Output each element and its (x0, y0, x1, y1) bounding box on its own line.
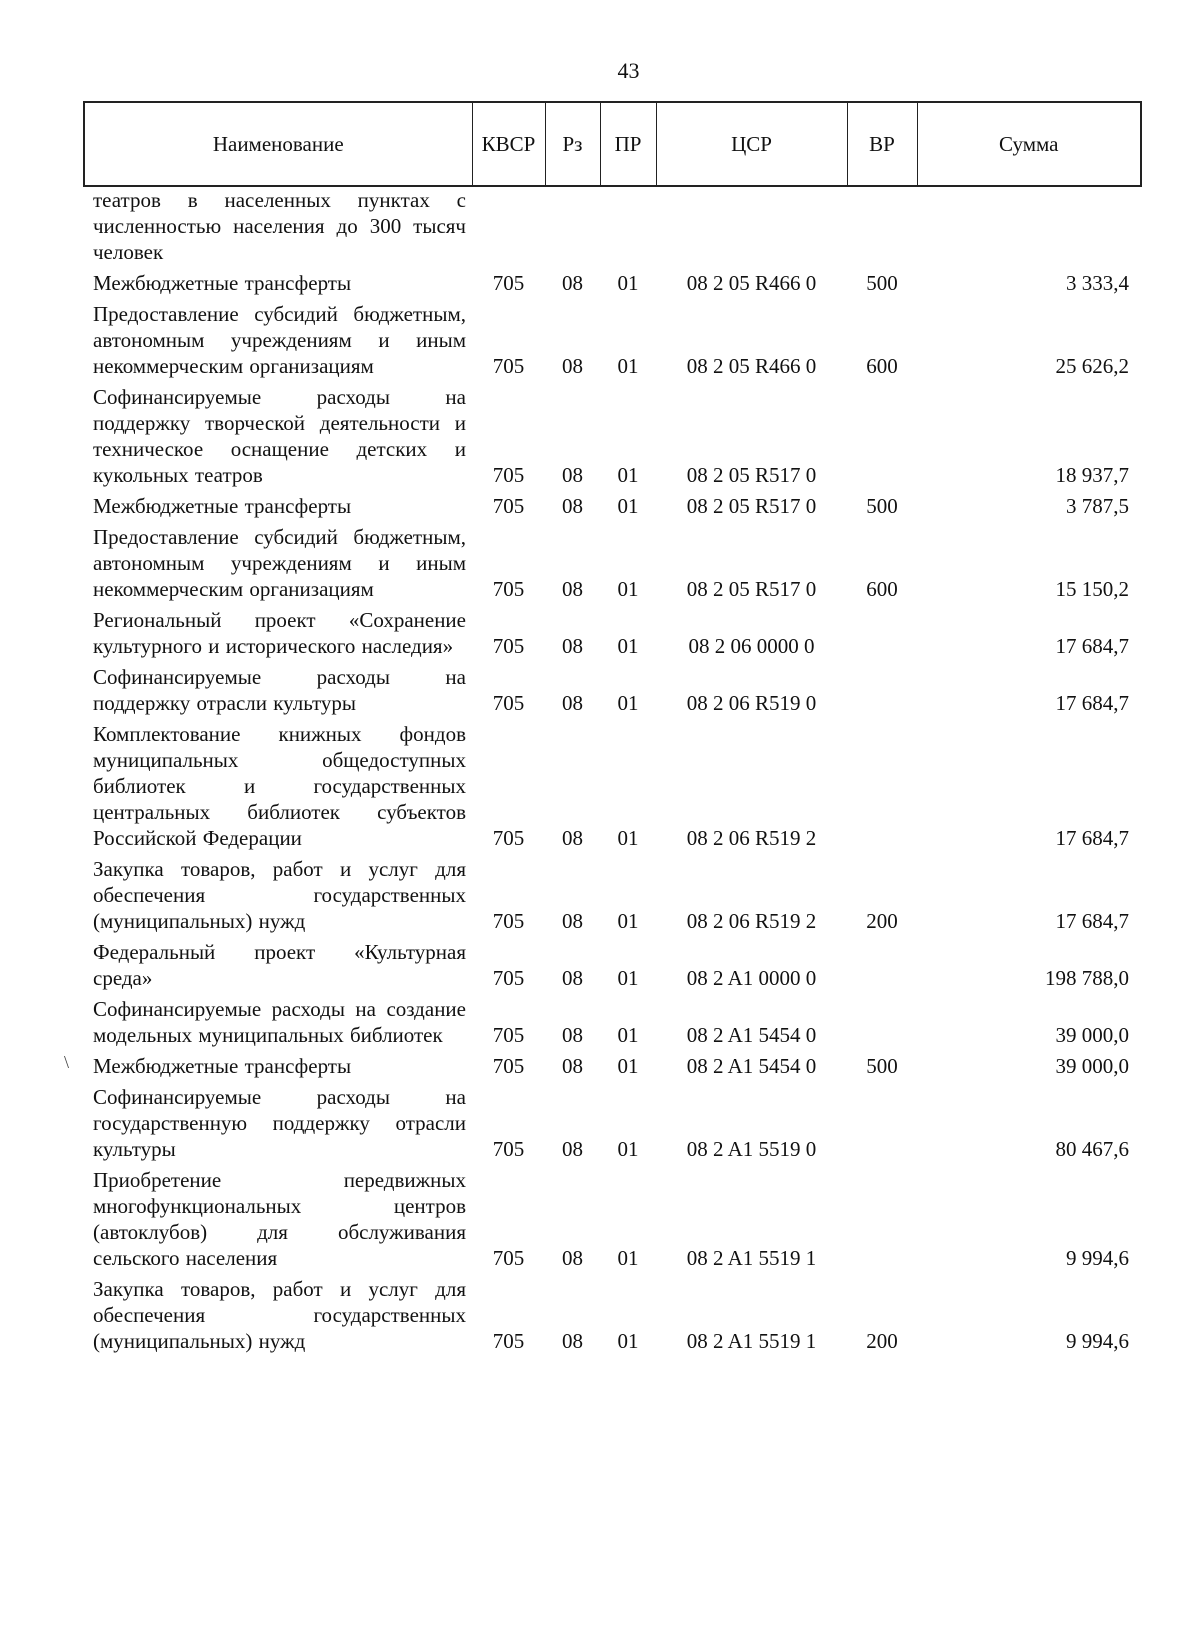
cell-kvsr: 705 (492, 494, 525, 518)
cell-pr: 01 (617, 271, 639, 295)
cell-sum: 17 684,7 (1055, 634, 1129, 658)
cell-pr (600, 186, 656, 270)
table-row (84, 996, 1141, 1053)
header-rz: Рз (545, 102, 600, 186)
cell-kvsr: 705 (492, 691, 525, 715)
header-kvsr: КВСР (472, 102, 545, 186)
table-row (84, 384, 1141, 493)
header-vr: ВР (847, 102, 917, 186)
cell-vr: 500 (866, 494, 898, 518)
cell-rz: 08 (562, 463, 583, 487)
cell-rz: 08 (562, 1329, 583, 1353)
cell-pr: 01 (617, 463, 639, 487)
cell-vr (847, 607, 917, 664)
cell-sum: 17 684,7 (1055, 691, 1129, 715)
cell-vr (847, 384, 917, 493)
cell-sum: 39 000,0 (1055, 1054, 1129, 1078)
cell-pr: 01 (617, 1054, 639, 1078)
cell-pr: 01 (617, 1137, 639, 1161)
cell-sum: 18 937,7 (1055, 463, 1129, 487)
cell-vr (847, 721, 917, 856)
cell-rz (545, 186, 600, 270)
cell-csr: 08 2 05 R517 0 (686, 463, 817, 487)
cell-kvsr: 705 (492, 634, 525, 658)
cell-kvsr: 705 (492, 271, 525, 295)
table-row (84, 856, 1141, 939)
cell-sum: 39 000,0 (1055, 1023, 1129, 1047)
cell-vr: 200 (866, 1329, 898, 1353)
table-row (84, 524, 1141, 607)
cell-kvsr: 705 (492, 577, 525, 601)
cell-rz: 08 (562, 577, 583, 601)
cell-kvsr (472, 186, 545, 270)
cell-kvsr: 705 (492, 1329, 525, 1353)
cell-vr (847, 996, 917, 1053)
table-row (84, 186, 1141, 270)
cell-pr: 01 (617, 634, 639, 658)
cell-kvsr: 705 (492, 354, 525, 378)
cell-rz: 08 (562, 691, 583, 715)
table-row (84, 721, 1141, 856)
cell-name: Региональный проект «Сохранение культурного и исторического наследия» (93, 608, 466, 658)
table-row (84, 1053, 1141, 1084)
cell-rz: 08 (562, 1246, 583, 1270)
cell-kvsr: 705 (492, 966, 525, 990)
table-row (84, 493, 1141, 524)
cell-vr (847, 1084, 917, 1167)
cell-sum: 17 684,7 (1055, 826, 1129, 850)
table-row (84, 1084, 1141, 1167)
cell-name: Закупка товаров, работ и услуг для обеспечения государственных (муниципальных) нужд (93, 857, 466, 933)
cell-pr: 01 (617, 909, 639, 933)
cell-csr: 08 2 05 R466 0 (686, 271, 817, 295)
cell-pr: 01 (617, 1329, 639, 1353)
cell-pr: 01 (617, 354, 639, 378)
cell-rz: 08 (562, 354, 583, 378)
cell-rz: 08 (562, 634, 583, 658)
table-header (84, 102, 1141, 186)
cell-csr: 08 2 06 R519 2 (686, 909, 817, 933)
cell-rz: 08 (562, 826, 583, 850)
cell-name: театров в населенных пунктах с численностью населения до 300 тысяч человек (93, 188, 466, 264)
cell-kvsr: 705 (492, 826, 525, 850)
table-body (84, 186, 1141, 1359)
budget-table (83, 101, 1142, 1359)
cell-pr: 01 (617, 826, 639, 850)
cell-name: Межбюджетные трансферты (93, 1054, 352, 1078)
header-sum: Сумма (917, 102, 1141, 186)
cell-sum: 9 994,6 (1066, 1246, 1129, 1270)
cell-kvsr: 705 (492, 1246, 525, 1270)
cell-kvsr: 705 (492, 463, 525, 487)
cell-vr (847, 664, 917, 721)
header-pr: ПР (600, 102, 656, 186)
cell-sum: 3 333,4 (1066, 271, 1129, 295)
cell-rz: 08 (562, 494, 583, 518)
cell-rz: 08 (562, 271, 583, 295)
cell-kvsr: 705 (492, 909, 525, 933)
table-row (84, 1276, 1141, 1359)
cell-vr: 500 (866, 271, 898, 295)
cell-sum (917, 186, 1141, 270)
cell-csr: 08 2 06 0000 0 (688, 634, 815, 658)
cell-vr (847, 939, 917, 996)
cell-vr: 600 (866, 577, 898, 601)
cell-sum: 17 684,7 (1055, 909, 1129, 933)
table-row (84, 939, 1141, 996)
table-row (84, 270, 1141, 301)
cell-csr: 08 2 A1 5519 1 (686, 1329, 817, 1353)
cell-csr: 08 2 A1 5519 1 (686, 1246, 817, 1270)
header-csr: ЦСР (656, 102, 847, 186)
cell-csr: 08 2 06 R519 2 (686, 826, 817, 850)
cell-sum: 198 788,0 (1045, 966, 1129, 990)
cell-pr: 01 (617, 1023, 639, 1047)
cell-sum: 3 787,5 (1066, 494, 1129, 518)
cell-csr: 08 2 05 R517 0 (686, 577, 817, 601)
cell-vr: 500 (866, 1054, 898, 1078)
cell-name: Софинансируемые расходы на поддержку отрасли культуры (93, 665, 466, 715)
cell-name: Предоставление субсидий бюджетным, автономным учреждениям и иным некоммерческим организациям (93, 302, 466, 378)
cell-sum: 9 994,6 (1066, 1329, 1129, 1353)
cell-rz: 08 (562, 966, 583, 990)
cell-pr: 01 (617, 691, 639, 715)
table-row (84, 301, 1141, 384)
cell-csr: 08 2 A1 5454 0 (686, 1023, 817, 1047)
table-row (84, 664, 1141, 721)
cell-csr (656, 186, 847, 270)
cell-csr: 08 2 05 R517 0 (686, 494, 817, 518)
cell-vr: 200 (866, 909, 898, 933)
cell-csr: 08 2 05 R466 0 (686, 354, 817, 378)
cell-pr: 01 (617, 494, 639, 518)
cell-name: Комплектование книжных фондов муниципальных общедоступных библиотек и государственных центральных библиотек субъектов Российской Федерации (93, 722, 466, 850)
cell-rz: 08 (562, 1137, 583, 1161)
cell-csr: 08 2 A1 5454 0 (686, 1054, 817, 1078)
cell-name: Софинансируемые расходы на создание модельных муниципальных библиотек (93, 997, 466, 1047)
cell-vr: 600 (866, 354, 898, 378)
cell-name: Закупка товаров, работ и услуг для обеспечения государственных (муниципальных) нужд (93, 1277, 466, 1353)
cell-csr: 08 2 06 R519 0 (686, 691, 817, 715)
table-row (84, 1167, 1141, 1276)
header-name: Наименование (84, 102, 472, 186)
cell-name: Софинансируемые расходы на государственную поддержку отрасли культуры (93, 1085, 466, 1161)
cell-vr (847, 186, 917, 270)
table-row (84, 607, 1141, 664)
cell-name: Межбюджетные трансферты (93, 494, 352, 518)
cell-name: Предоставление субсидий бюджетным, автономным учреждениям и иным некоммерческим организациям (93, 525, 466, 601)
cell-csr: 08 2 A1 0000 0 (686, 966, 817, 990)
cell-kvsr: 705 (492, 1023, 525, 1047)
page-number: 43 (617, 58, 640, 83)
cell-kvsr: 705 (492, 1054, 525, 1078)
cell-rz: 08 (562, 1054, 583, 1078)
cell-name: Приобретение передвижных многофункциональных центров (автоклубов) для обслуживания сельского населения (93, 1168, 466, 1270)
cell-kvsr: 705 (492, 1137, 525, 1161)
cell-sum: 80 467,6 (1055, 1137, 1129, 1161)
cell-rz: 08 (562, 909, 583, 933)
cell-pr: 01 (617, 966, 639, 990)
cell-name: Федеральный проект «Культурная среда» (93, 940, 466, 990)
cell-rz: 08 (562, 1023, 583, 1047)
cell-csr: 08 2 A1 5519 0 (686, 1137, 817, 1161)
cell-vr (847, 1167, 917, 1276)
cell-sum: 25 626,2 (1055, 354, 1129, 378)
cell-name: Софинансируемые расходы на поддержку творческой деятельности и техническое оснащение детских и кукольных театров (93, 385, 466, 487)
scan-mark: \ (64, 1052, 70, 1072)
cell-pr: 01 (617, 577, 639, 601)
cell-name: Межбюджетные трансферты (93, 271, 352, 295)
cell-pr: 01 (617, 1246, 639, 1270)
cell-sum: 15 150,2 (1055, 577, 1129, 601)
